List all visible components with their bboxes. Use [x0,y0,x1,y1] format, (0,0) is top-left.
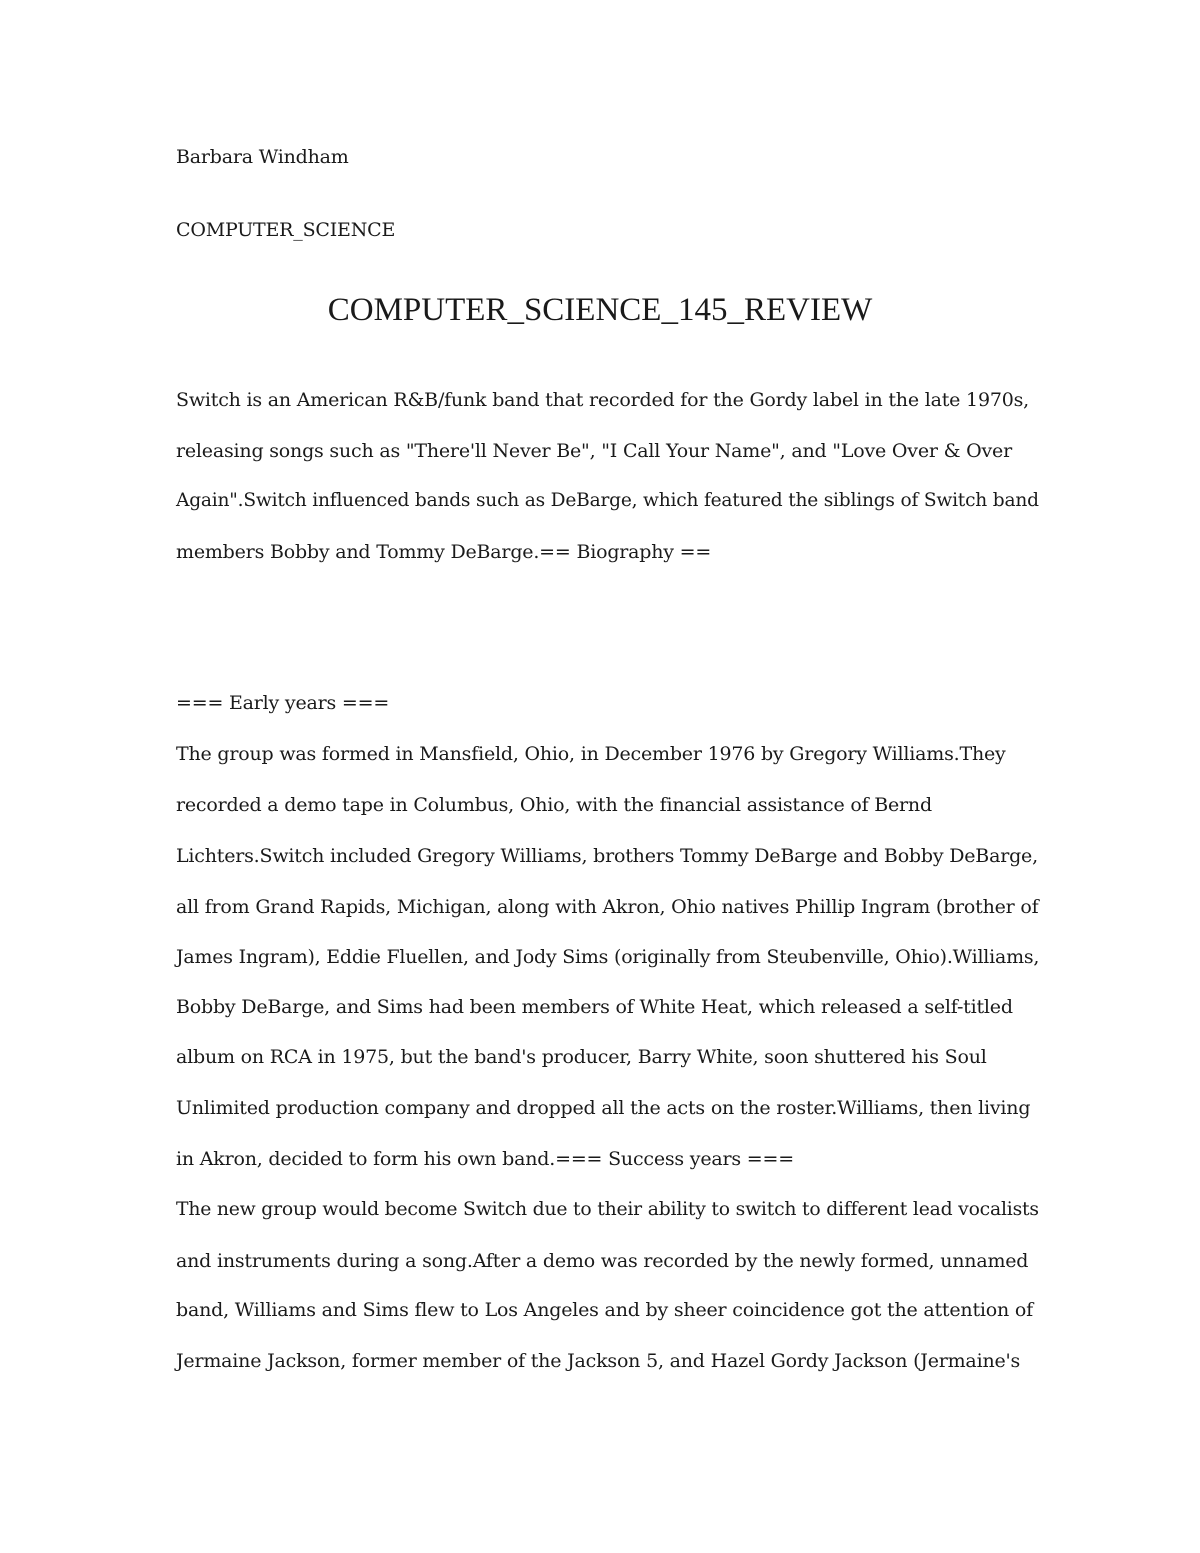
body-line: album on RCA in 1975, but the band's producer, Barry White, soon shuttered his Soul [176,1046,987,1068]
body-line: all from Grand Rapids, Michigan, along with Akron, Ohio natives Phillip Ingram (brother of [176,896,1039,918]
body-line: recorded a demo tape in Columbus, Ohio, with the financial assistance of Bernd [176,794,932,816]
body-line: members Bobby and Tommy DeBarge.== Biography == [176,541,712,563]
body-line: band, Williams and Sims flew to Los Angeles and by sheer coincidence got the attention of [176,1299,1033,1321]
document-title: COMPUTER_SCIENCE_145_REVIEW [327,292,873,328]
section-heading-early-years: === Early years === [176,692,390,714]
course-name: COMPUTER_SCIENCE [176,219,396,241]
body-line: The group was formed in Mansfield, Ohio, in December 1976 by Gregory Williams.They [176,743,1006,765]
body-line: Again".Switch influenced bands such as DeBarge, which featured the siblings of Switch band [176,490,1039,511]
author-name: Barbara Windham [176,146,349,168]
body-line: Jermaine Jackson, former member of the Jackson 5, and Hazel Gordy Jackson (Jermaine's [176,1350,1021,1372]
body-line: releasing songs such as "There'll Never Be", "I Call Your Name", and "Love Over & Over [176,440,1012,462]
body-line: and instruments during a song.After a demo was recorded by the newly formed, unnamed [176,1250,1029,1272]
body-line: James Ingram), Eddie Fluellen, and Jody Sims (originally from Steubenville, Ohio).Williams, [176,946,1040,968]
body-line: Switch is an American R&B/funk band that recorded for the Gordy label in the late 1970s, [176,389,1029,411]
body-line: Bobby DeBarge, and Sims had been members of White Heat, which released a self-titled [176,996,1013,1018]
body-line: The new group would become Switch due to their ability to switch to different lead vocalists [176,1199,1039,1220]
body-line: Unlimited production company and dropped all the acts on the roster.Williams, then living [176,1097,1031,1119]
body-line: in Akron, decided to form his own band.=== Success years === [176,1148,794,1170]
body-line: Lichters.Switch included Gregory Williams, brothers Tommy DeBarge and Bobby DeBarge, [176,845,1038,867]
